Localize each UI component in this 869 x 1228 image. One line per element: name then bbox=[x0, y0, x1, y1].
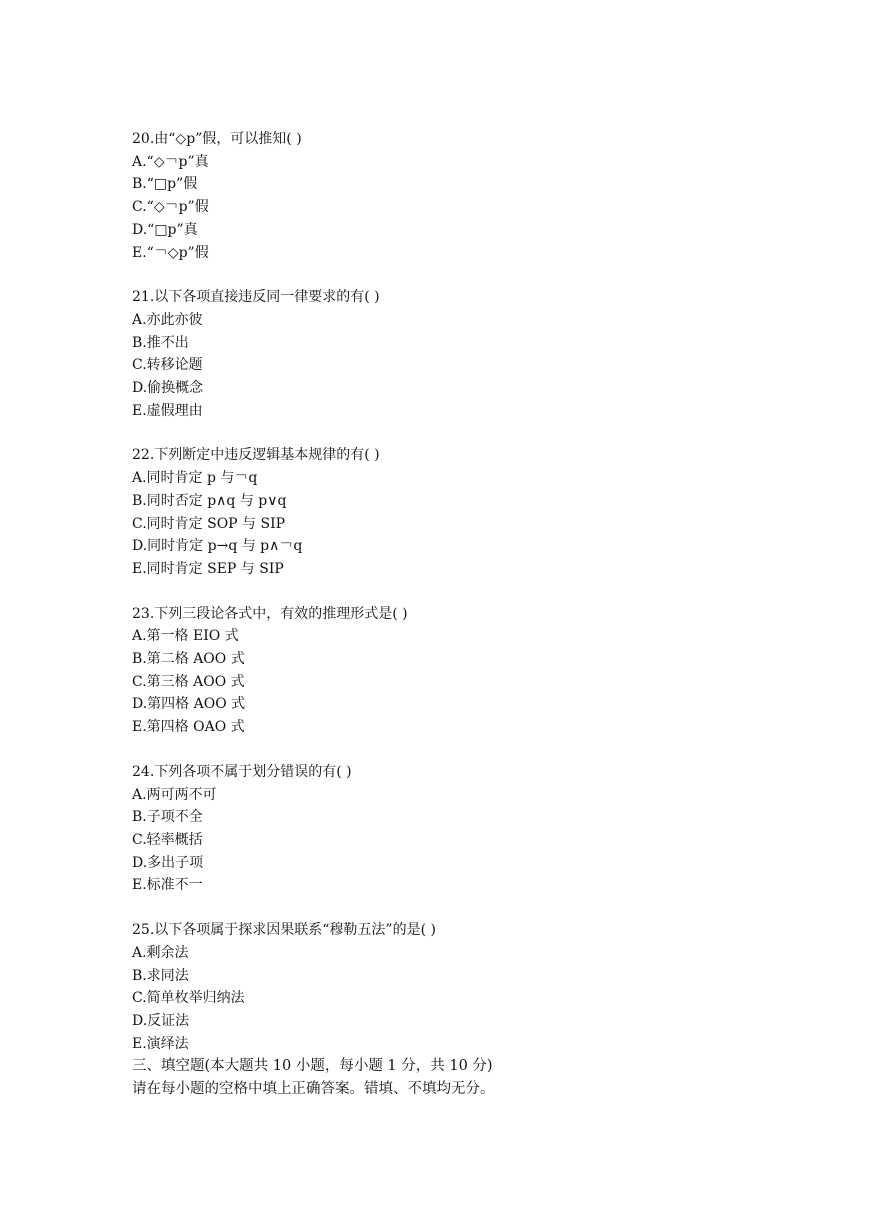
option-d: D.偷换概念 bbox=[132, 380, 204, 397]
question-23 bbox=[132, 603, 832, 739]
option-a: A.同时肯定 p 与￢q bbox=[132, 470, 258, 487]
fill-in-blank-section bbox=[132, 1055, 832, 1100]
question-stem: 20.由“◇p”假，可以推知( ) bbox=[132, 131, 302, 147]
option-d: D.第四格 AOO 式 bbox=[132, 696, 246, 713]
option-b: B.求同法 bbox=[132, 967, 189, 984]
option-c: C.同时肯定 SOP 与 SIP bbox=[132, 515, 286, 532]
question-22 bbox=[132, 444, 832, 580]
option-e: E.虚假理由 bbox=[132, 402, 203, 419]
option-e: E.标准不一 bbox=[132, 877, 203, 894]
option-c: C.转移论题 bbox=[132, 357, 203, 374]
option-c: C.“◇￢p”假 bbox=[132, 199, 209, 216]
question-21 bbox=[132, 286, 832, 422]
question-stem: 21.以下各项直接违反同一律要求的有( ) bbox=[132, 289, 380, 306]
option-b: B.同时否定 p∧q 与 p∨q bbox=[132, 492, 287, 509]
option-e: E.同时肯定 SEP 与 SIP bbox=[132, 560, 284, 577]
option-a: A.第一格 EIO 式 bbox=[132, 628, 239, 645]
section-heading: 三、填空题(本大题共 10 小题，每小题 1 分，共 10 分) bbox=[132, 1058, 493, 1075]
option-c: C.第三格 AOO 式 bbox=[132, 673, 245, 690]
option-a: A.亦此亦彼 bbox=[132, 311, 203, 328]
option-b: B.第二格 AOO 式 bbox=[132, 651, 245, 668]
question-25 bbox=[132, 919, 832, 1055]
option-d: D.“□p”真 bbox=[132, 221, 198, 238]
question-stem: 22.下列断定中违反逻辑基本规律的有( ) bbox=[132, 447, 380, 464]
option-a: A.剩余法 bbox=[132, 944, 189, 961]
option-d: D.多出子项 bbox=[132, 854, 204, 871]
question-24 bbox=[132, 761, 832, 897]
question-stem: 23.下列三段论各式中，有效的推理形式是( ) bbox=[132, 605, 408, 622]
document-page bbox=[132, 128, 832, 1101]
option-c: C.轻率概括 bbox=[132, 831, 203, 848]
option-d: D.反证法 bbox=[132, 1012, 190, 1029]
question-stem: 25.以下各项属于探求因果联系“穆勒五法”的是( ) bbox=[132, 922, 436, 939]
question-stem: 24.下列各项不属于划分错误的有( ) bbox=[132, 763, 352, 780]
option-d: D.同时肯定 p→q 与 p∧￢q bbox=[132, 538, 303, 555]
option-c: C.简单枚举归纳法 bbox=[132, 990, 245, 1007]
option-a: A.“◇￢p”真 bbox=[132, 153, 209, 170]
option-a: A.两可两不可 bbox=[132, 786, 217, 803]
section-instruction: 请在每小题的空格中填上正确答案。错填、不填均无分。 bbox=[132, 1081, 495, 1098]
option-b: B.“□p”假 bbox=[132, 176, 198, 193]
option-e: E.“￢◇p”假 bbox=[132, 244, 209, 261]
option-b: B.推不出 bbox=[132, 334, 189, 351]
question-20 bbox=[132, 128, 832, 264]
option-e: E.第四格 OAO 式 bbox=[132, 719, 245, 736]
option-b: B.子项不全 bbox=[132, 809, 203, 826]
option-e: E.演绎法 bbox=[132, 1035, 189, 1052]
